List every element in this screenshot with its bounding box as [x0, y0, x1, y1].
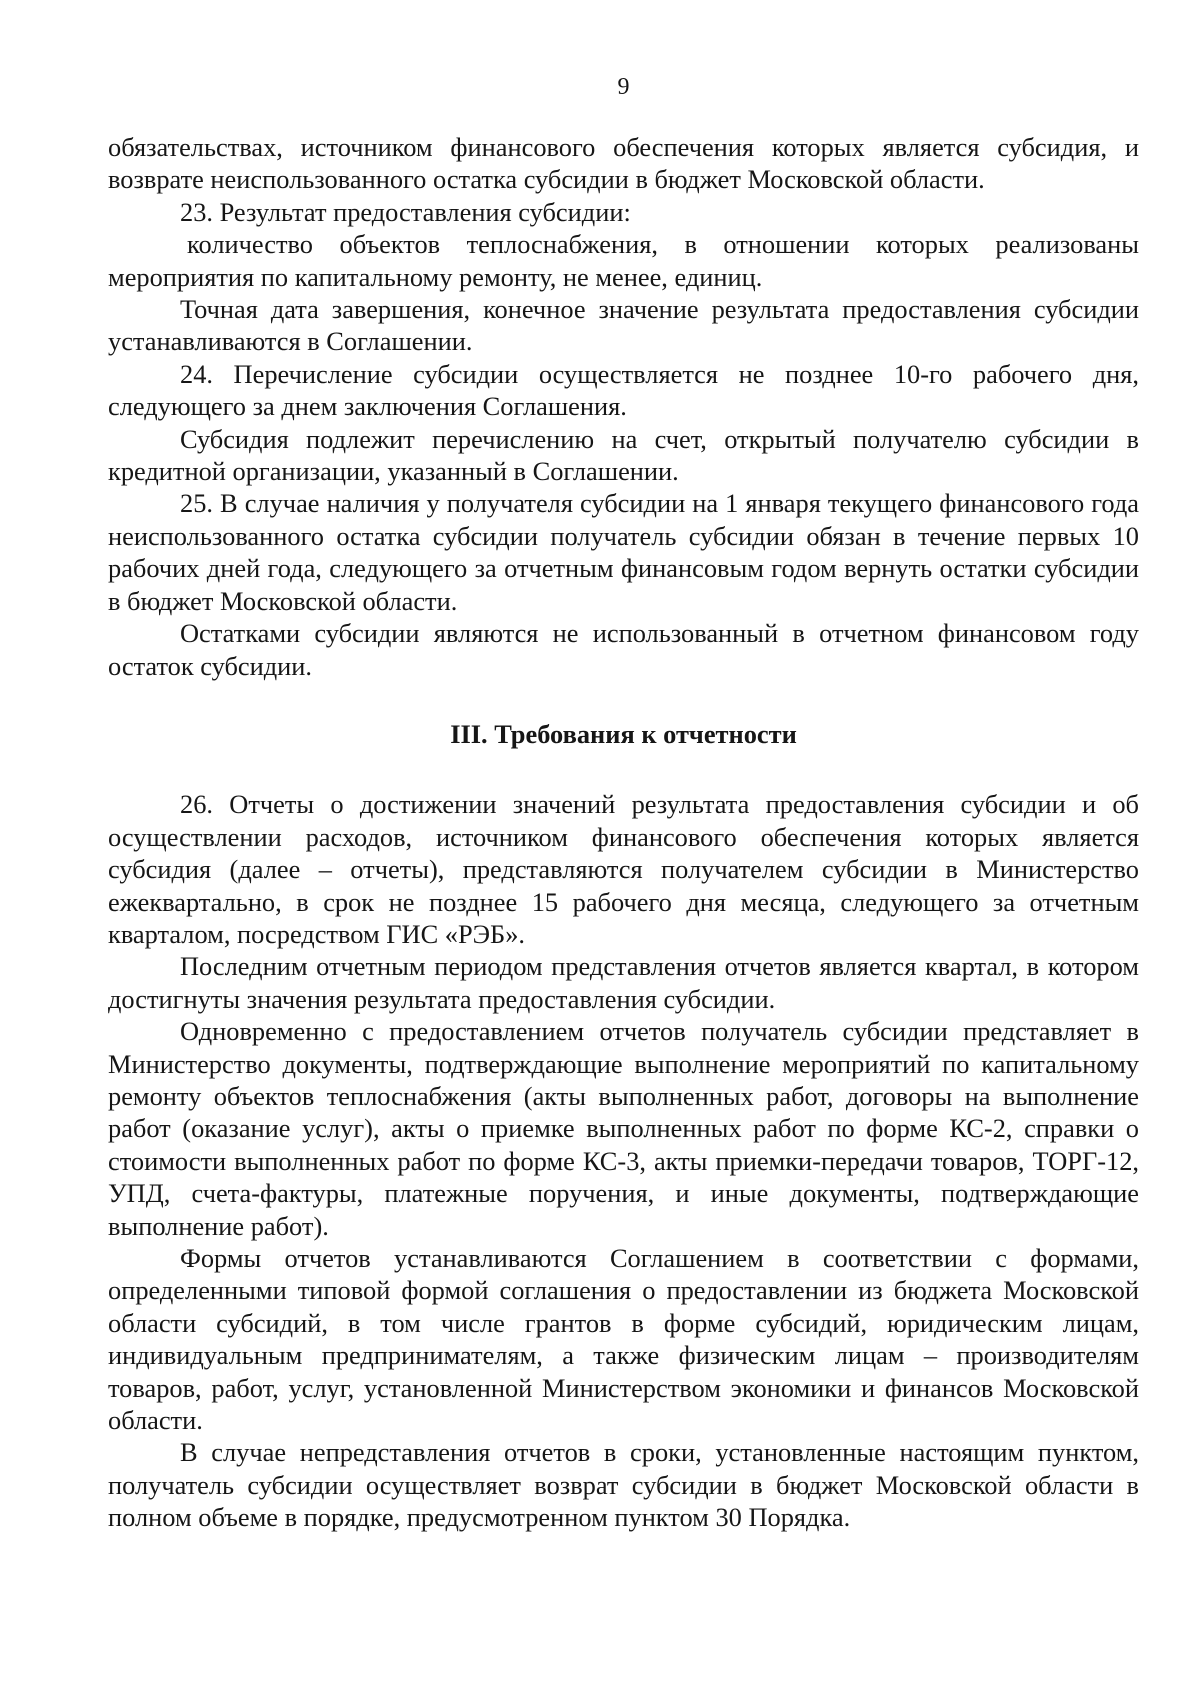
paragraph-residuals-definition: Остатками субсидии являются не использованный в отчетном финансовом году остаток субсидии. — [108, 618, 1139, 681]
paragraph-transfer-account: Субсидия подлежит перечислению на счет, открытый получателю субсидии в кредитной организации, указанный в Соглашении. — [108, 423, 1139, 487]
page-number: 9 — [617, 74, 630, 100]
paragraph-item-24: 24. Перечисление субсидии осуществляется не позднее 10-го рабочего дня, следующего за днем заключения Соглашения. — [108, 358, 1139, 422]
paragraph-result-indicator: количество объектов теплоснабжения, в отношении которых реализованы мероприятия по капитальному ремонту, не менее, единиц. — [108, 229, 1139, 292]
paragraph-item-25: 25. В случае наличия у получателя субсидии на 1 января текущего финансового года неиспользованного остатка субсидии получатель субсидии обязан в течение первых 10 рабочих дней года, следующего за отчетным финансовым годом вернуть остатки субсидии в бюджет Московской области. — [108, 488, 1139, 616]
paragraph-completion-date: Точная дата завершения, конечное значение результата предоставления субсидии устанавливаются в Соглашении. — [108, 294, 1139, 357]
document-page — [108, 0, 1139, 1697]
paragraph-non-submission: В случае непредставления отчетов в сроки, установленные настоящим пунктом, получатель субсидии осуществляет возврат субсидии в бюджет Московской области в полном объеме в порядке, предусмотренном пунктом 30 Порядка. — [108, 1437, 1139, 1533]
paragraph-last-reporting-period: Последним отчетным периодом представления отчетов является квартал, в котором достигнуты значения результата предоставления субсидии. — [108, 951, 1139, 1014]
section-title: III. Требования к отчетности — [450, 718, 797, 749]
paragraph-item-26: 26. Отчеты о достижении значений результата предоставления субсидии и об осуществлении расходов, источником финансового обеспечения которых является субсидия (далее – отчеты), представляются получателем субсидии в Министерство ежеквартально, в срок не позднее 15 рабочего дня месяца, следующего за отчетным кварталом, посредством ГИС «РЭБ». — [108, 789, 1139, 949]
paragraph-supporting-documents: Одновременно с предоставлением отчетов получатель субсидии представляет в Министерство документы, подтверждающие выполнение мероприятий по капитальному ремонту объектов теплоснабжения (акты выполненных работ, договоры на выполнение работ (оказание услуг), акты о приемке выполненных работ по форме КС-2, справки о стоимости выполненных работ по форме КС-3, акты приемки-передачи товаров, ТОРГ-12, УПД, счета-фактуры, платежные поручения, и иные документы, подтверждающие выполнение работ). — [108, 1016, 1139, 1241]
paragraph-report-forms: Формы отчетов устанавливаются Соглашением в соответствии с формами, определенными типовой формой соглашения о предоставлении из бюджета Московской области субсидий, в том числе грантов в форме субсидий, юридическим лицам, индивидуальным предпринимателям, а также физическим лицам – производителям товаров, работ, услуг, установленной Министерством экономики и финансов Московской области. — [108, 1243, 1139, 1436]
document-body — [108, 131, 1139, 1534]
paragraph-continuation: обязательствах, источником финансового обеспечения которых является субсидия, и возврате неиспользованного остатка субсидии в бюджет Московской области. — [108, 132, 1139, 195]
paragraph-item-23-heading: 23. Результат предоставления субсидии: — [180, 196, 631, 227]
